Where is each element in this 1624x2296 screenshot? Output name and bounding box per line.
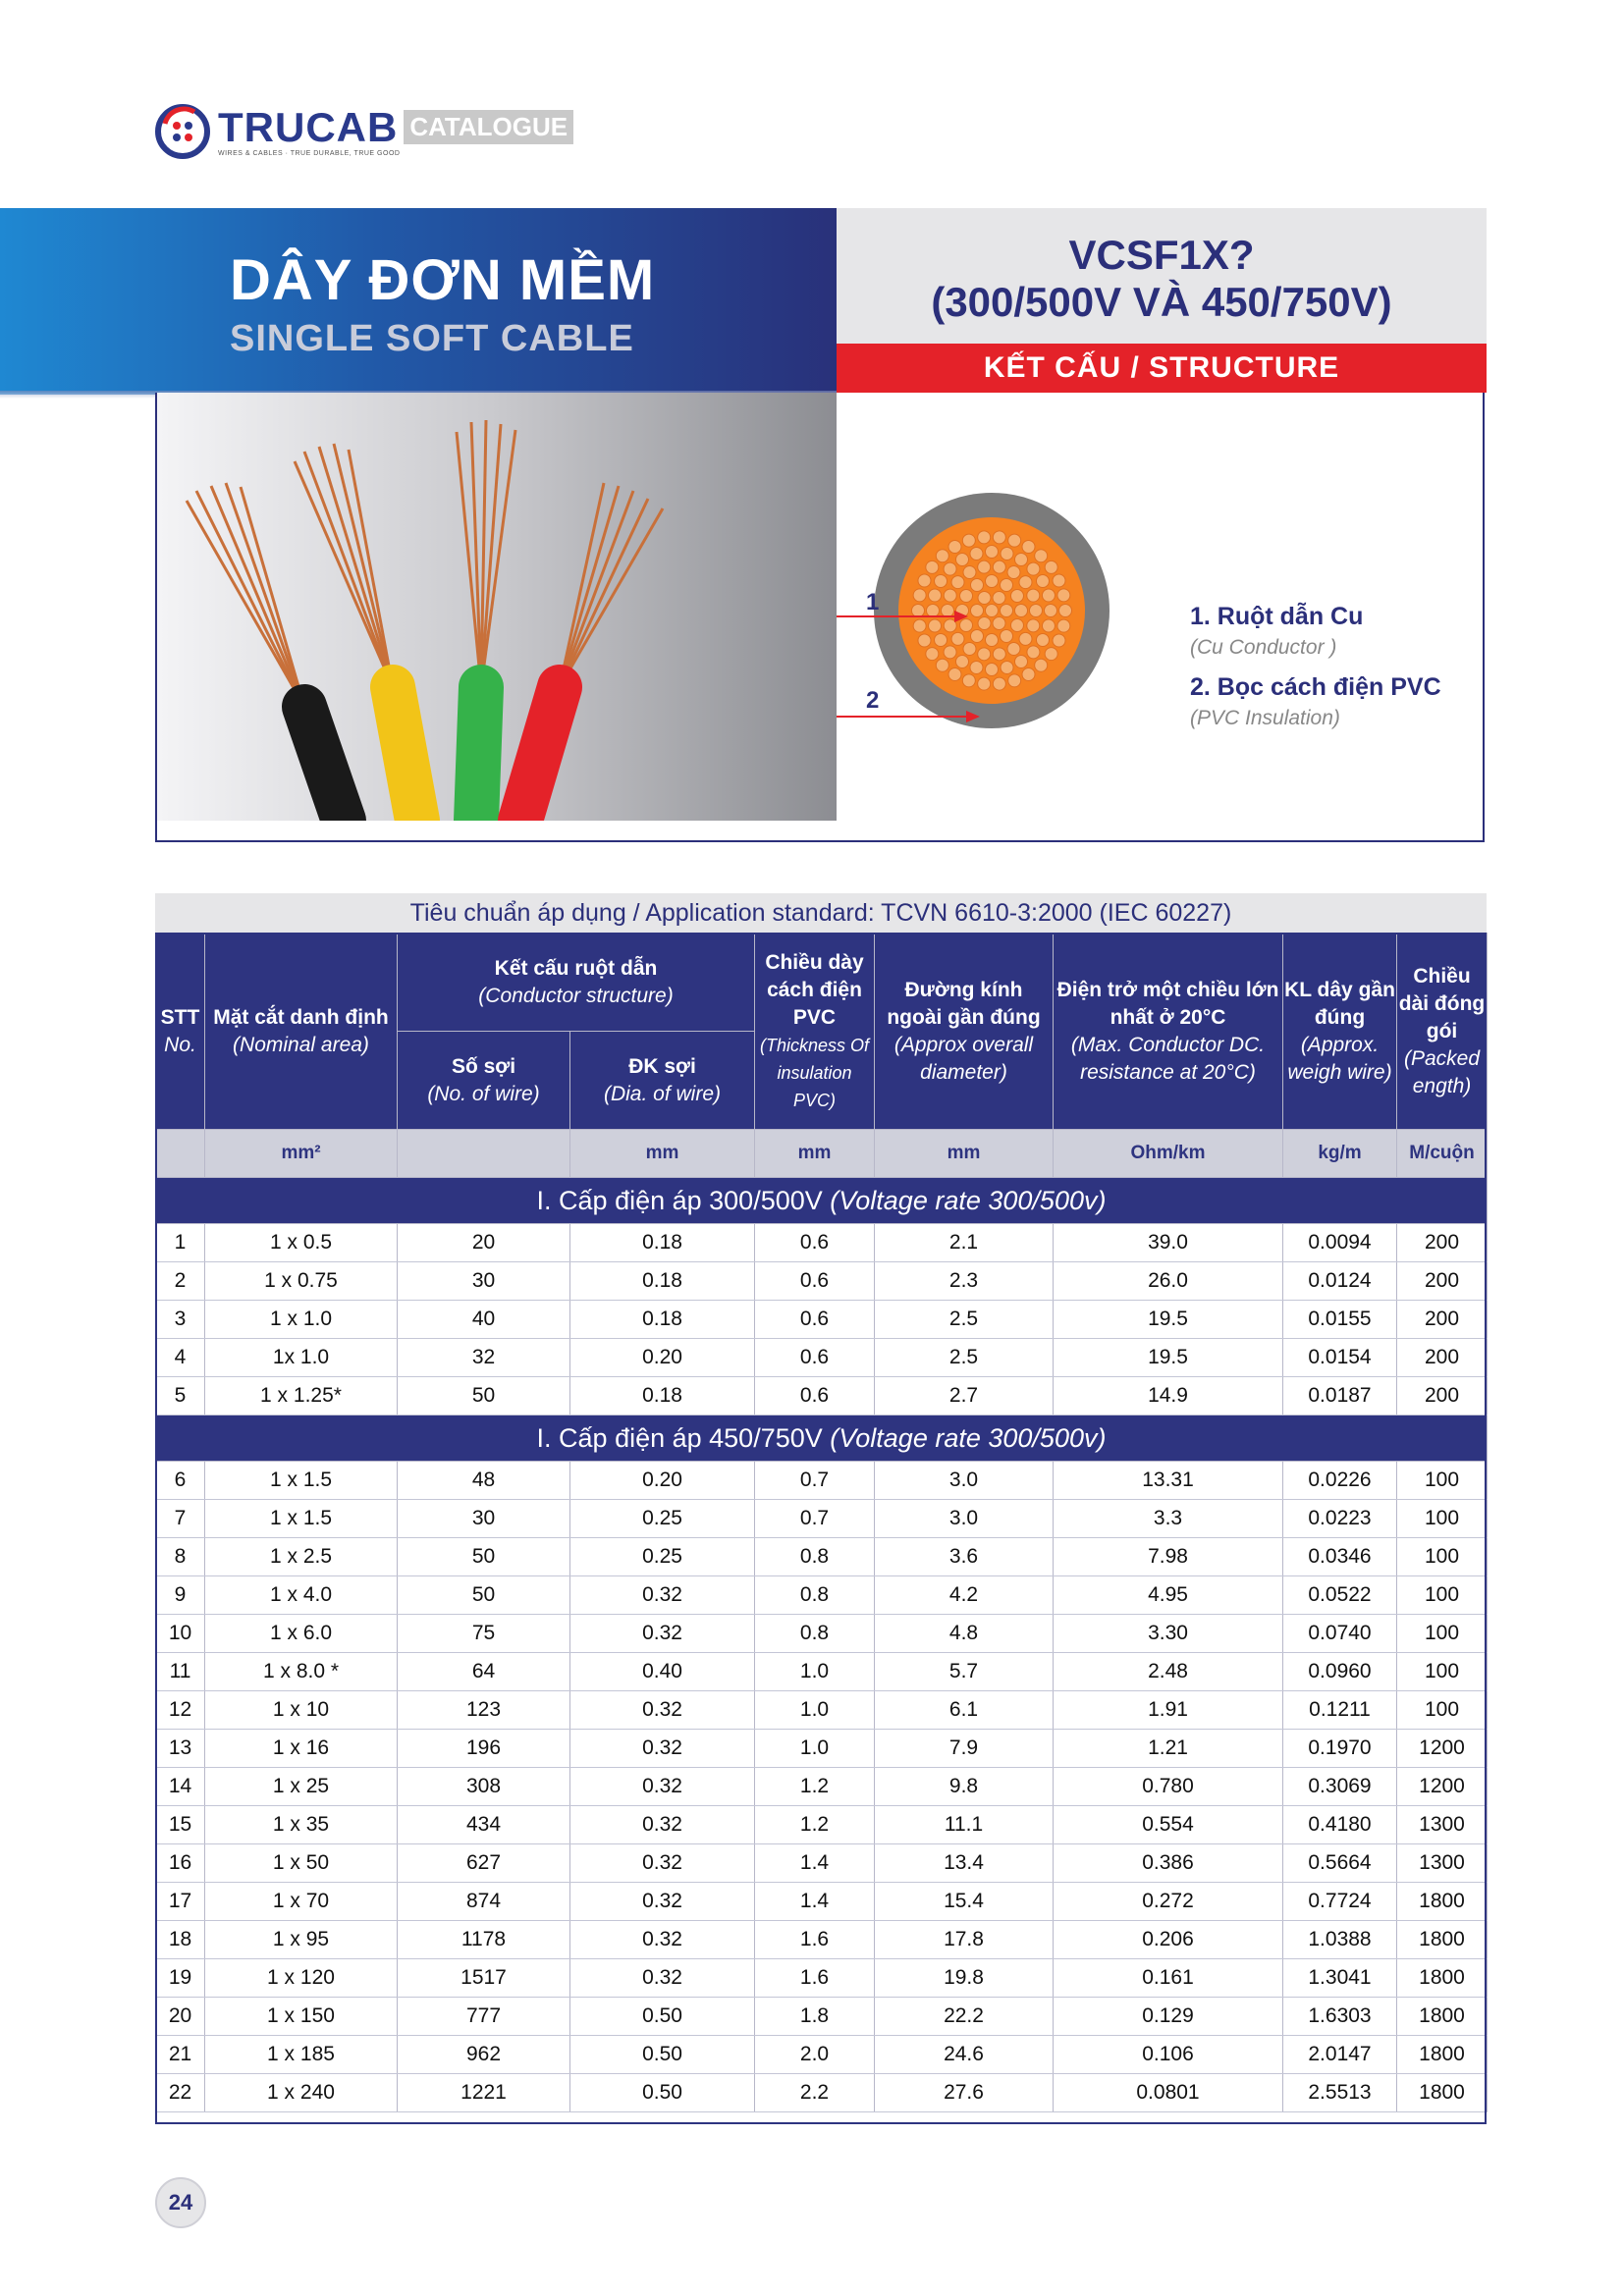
table-cell: 30 [398,1262,570,1301]
table-cell: 0.106 [1054,2036,1283,2074]
table-cell: 2.5513 [1283,2074,1397,2112]
table-cell: 0.1970 [1283,1730,1397,1768]
table-cell: 1 x 2.5 [205,1538,398,1576]
table-cell: 1.0 [755,1691,875,1730]
table-cell: 2.3 [875,1262,1054,1301]
table-cell: 1800 [1397,2036,1488,2074]
table-cell: 0.25 [570,1500,755,1538]
cable-photo [157,393,837,821]
table-cell: 1.6303 [1283,1998,1397,2036]
table-cell: 1 x 35 [205,1806,398,1844]
table-row [156,1576,1488,1615]
table-cell: 19.5 [1054,1339,1283,1377]
table-row [156,1806,1488,1844]
table-cell: 1.6 [755,1959,875,1998]
table-cell: 7.98 [1054,1538,1283,1576]
table-cell: 1 x 50 [205,1844,398,1883]
table-cell: 100 [1397,1691,1488,1730]
table-cell: 4.8 [875,1615,1054,1653]
table-cell: 0.18 [570,1301,755,1339]
table-cell: 40 [398,1301,570,1339]
table-cell: 0.0522 [1283,1576,1397,1615]
table-cell: 1 x 4.0 [205,1576,398,1615]
table-cell: 0.32 [570,1959,755,1998]
table-cell: 0.129 [1054,1998,1283,2036]
table-cell: 4 [156,1339,205,1377]
table-cell: 18 [156,1921,205,1959]
table-row [156,2074,1488,2112]
table-cell: 0.0740 [1283,1615,1397,1653]
col-stt: STT No. [156,934,205,1130]
table-cell: 1.6 [755,1921,875,1959]
legend-item-insulation-en: (PVC Insulation) [1190,707,1340,729]
table-cell: 2.48 [1054,1653,1283,1691]
table-cell: 20 [156,1998,205,2036]
table-cell: 1.2 [755,1768,875,1806]
table-cell: 6.1 [875,1691,1054,1730]
table-cell: 0.7 [755,1500,875,1538]
table-cell: 434 [398,1806,570,1844]
table-cell: 20 [398,1224,570,1262]
table-cell: 1.4 [755,1844,875,1883]
table-cell: 0.50 [570,1998,755,2036]
table-row [156,1339,1488,1377]
table-row [156,1224,1488,1262]
col-insulation-thickness: Chiều dày cách điện PVC (Thickness Of insulation PVC) [755,934,875,1130]
table-row [156,1538,1488,1576]
table-cell: 0.0960 [1283,1653,1397,1691]
table-cell: 16 [156,1844,205,1883]
table-cell: 8 [156,1538,205,1576]
callout-label-2: 2 [866,687,880,714]
table-cell: 200 [1397,1301,1488,1339]
table-row [156,1653,1488,1691]
table-row [156,1462,1488,1500]
table-cell: 100 [1397,1576,1488,1615]
table-cell: 1 x 1.25* [205,1377,398,1415]
table-cell: 11.1 [875,1806,1054,1844]
table-cell: 19.5 [1054,1301,1283,1339]
table-row [156,1921,1488,1959]
table-cell: 0.40 [570,1653,755,1691]
table-cell: 1 x 1.5 [205,1462,398,1500]
table-cell: 200 [1397,1262,1488,1301]
callout-label-1: 1 [866,589,880,615]
table-cell: 0.4180 [1283,1806,1397,1844]
table-cell: 1.4 [755,1883,875,1921]
table-cell: 3.0 [875,1500,1054,1538]
table-cell: 0.32 [570,1768,755,1806]
table-cell: 1800 [1397,1883,1488,1921]
table-cell: 3 [156,1301,205,1339]
table-cell: 1221 [398,2074,570,2112]
table-cell: 15.4 [875,1883,1054,1921]
table-cell: 2.5 [875,1339,1054,1377]
table-cell: 0.0346 [1283,1538,1397,1576]
table-cell: 50 [398,1377,570,1415]
table-cell: 1 x 0.5 [205,1224,398,1262]
table-cell: 5 [156,1377,205,1415]
table-row [156,1883,1488,1921]
table-cell: 0.32 [570,1615,755,1653]
table-cell: 0.6 [755,1339,875,1377]
col-no-of-wire: Số sợi (No. of wire) [398,1032,570,1130]
table-cell: 100 [1397,1653,1488,1691]
table-cell: 200 [1397,1377,1488,1415]
table-cell: 17 [156,1883,205,1921]
table-cell: 1.21 [1054,1730,1283,1768]
spec-table [155,933,1488,2112]
table-cell: 1.8 [755,1998,875,2036]
col-conductor-structure: Kết cấu ruột dẫn (Conductor structure) [398,934,755,1032]
table-cell: 0.32 [570,1806,755,1844]
table-cell: 1800 [1397,1921,1488,1959]
table-cell: 11 [156,1653,205,1691]
table-cell: 13.31 [1054,1462,1283,1500]
table-cell: 2 [156,1262,205,1301]
table-cell: 4.2 [875,1576,1054,1615]
table-cell: 1.91 [1054,1691,1283,1730]
table-row [156,1844,1488,1883]
table-cell: 0.0155 [1283,1301,1397,1339]
voltage-rating: (300/500V VÀ 450/750V) [931,279,1392,325]
table-cell: 1 x 95 [205,1921,398,1959]
table-cell: 17.8 [875,1921,1054,1959]
table-cell: 0.3069 [1283,1768,1397,1806]
table-cell: 1.2 [755,1806,875,1844]
table-cell: 27.6 [875,2074,1054,2112]
table-cell: 13 [156,1730,205,1768]
table-cell: 1 x 70 [205,1883,398,1921]
table-cell: 200 [1397,1339,1488,1377]
section-title: I. Cấp điện áp 450/750V [536,1422,823,1453]
table-cell: 6 [156,1462,205,1500]
table-cell: 1 x 185 [205,2036,398,2074]
table-cell: 3.0 [875,1462,1054,1500]
table-cell: 0.25 [570,1538,755,1576]
col-packed-length: Chiều dài đóng gói (Packed ength) [1397,934,1488,1130]
table-cell: 1800 [1397,2074,1488,2112]
brand-name: TRUCAB [218,103,399,150]
table-cell: 30 [398,1500,570,1538]
table-cell: 75 [398,1615,570,1653]
table-cell: 1 x 120 [205,1959,398,1998]
trucab-logo-icon [155,104,210,159]
table-cell: 0.32 [570,1730,755,1768]
table-cell: 627 [398,1844,570,1883]
table-cell: 0.780 [1054,1768,1283,1806]
table-cell: 9.8 [875,1768,1054,1806]
table-cell: 1 x 16 [205,1730,398,1768]
table-cell: 1 x 1.5 [205,1500,398,1538]
table-cell: 0.0187 [1283,1377,1397,1415]
table-cell: 1 x 1.0 [205,1301,398,1339]
table-cell: 0.0801 [1054,2074,1283,2112]
table-cell: 1.0 [755,1730,875,1768]
table-cell: 308 [398,1768,570,1806]
table-cell: 2.1 [875,1224,1054,1262]
table-row [156,1262,1488,1301]
table-cell: 0.7724 [1283,1883,1397,1921]
table-cell: 0.18 [570,1377,755,1415]
table-row [156,1768,1488,1806]
legend-item-insulation: 2. Bọc cách điện PVC [1190,673,1441,701]
col-overall-diameter: Đường kính ngoài gần đúng (Approx overall diameter) [875,934,1054,1130]
page-title-en: SINGLE SOFT CABLE [230,318,634,359]
table-cell: 0.554 [1054,1806,1283,1844]
structure-heading: KẾT CẤU / STRUCTURE [837,344,1487,393]
table-cell: 0.0226 [1283,1462,1397,1500]
table-row [156,1691,1488,1730]
page-title-vn: DÂY ĐƠN MỀM [230,248,656,312]
table-cell: 1 x 25 [205,1768,398,1806]
table-cell: 100 [1397,1500,1488,1538]
table-cell: 1 x 240 [205,2074,398,2112]
brand-logo [155,102,573,161]
section-300-500v [156,1178,1488,1224]
table-cell: 1300 [1397,1844,1488,1883]
table-cell: 0.32 [570,1921,755,1959]
application-standard: Tiêu chuẩn áp dụng / Application standard: TCVN 6610-3:2000 (IEC 60227) [155,893,1487,933]
page-number: 24 [155,2177,206,2228]
table-cell: 1.3041 [1283,1959,1397,1998]
table-cell: 22 [156,2074,205,2112]
table-cell: 0.20 [570,1462,755,1500]
table-row [156,1500,1488,1538]
table-cell: 50 [398,1538,570,1576]
table-cell: 0.272 [1054,1883,1283,1921]
table-cell: 100 [1397,1462,1488,1500]
table-cell: 5.7 [875,1653,1054,1691]
table-cell: 0.18 [570,1262,755,1301]
model-code: VCSF1X? [1068,232,1255,278]
table-cell: 14.9 [1054,1377,1283,1415]
table-cell: 1800 [1397,1998,1488,2036]
table-cell: 14 [156,1768,205,1806]
table-cell: 0.386 [1054,1844,1283,1883]
table-cell: 24.6 [875,2036,1054,2074]
structure-legend [1190,601,1475,742]
table-cell: 874 [398,1883,570,1921]
legend-item-conductor-en: (Cu Conductor ) [1190,636,1337,659]
table-cell: 1.0388 [1283,1921,1397,1959]
table-cell: 1800 [1397,1959,1488,1998]
table-cell: 1517 [398,1959,570,1998]
table-cell: 0.8 [755,1615,875,1653]
brand-tagline: WIRES & CABLES · TRUE DURABLE, TRUE GOOD [218,149,401,157]
table-cell: 196 [398,1730,570,1768]
table-cell: 1178 [398,1921,570,1959]
table-row [156,1730,1488,1768]
table-cell: 0.6 [755,1301,875,1339]
table-cell: 0.1211 [1283,1691,1397,1730]
table-cell: 2.0147 [1283,2036,1397,2074]
table-cell: 2.0 [755,2036,875,2074]
table-cell: 0.8 [755,1538,875,1576]
table-cell: 123 [398,1691,570,1730]
col-wire-diameter: ĐK sợi (Dia. of wire) [570,1032,755,1130]
table-cell: 1 x 6.0 [205,1615,398,1653]
table-row [156,2036,1488,2074]
table-cell: 7.9 [875,1730,1054,1768]
table-cell: 1.0 [755,1653,875,1691]
table-cell: 26.0 [1054,1262,1283,1301]
table-cell: 0.7 [755,1462,875,1500]
table-cell: 0.0094 [1283,1224,1397,1262]
table-cell: 0.5664 [1283,1844,1397,1883]
table-cell: 22.2 [875,1998,1054,2036]
table-row [156,1998,1488,2036]
section-subtitle: (Voltage rate 300/500v) [830,1185,1107,1215]
units-row: mm² mm mm mm Ohm/km kg/m M/cuộn [156,1130,1488,1178]
table-cell: 1 x 8.0 * [205,1653,398,1691]
table-cell: 0.32 [570,1576,755,1615]
table-cell: 0.8 [755,1576,875,1615]
table-cell: 0.0154 [1283,1339,1397,1377]
table-cell: 777 [398,1998,570,2036]
table-cell: 2.2 [755,2074,875,2112]
table-cell: 0.32 [570,1691,755,1730]
legend-item-conductor: 1. Ruột dẫn Cu [1190,603,1364,630]
table-cell: 32 [398,1339,570,1377]
table-cell: 1 x 0.75 [205,1262,398,1301]
table-cell: 10 [156,1615,205,1653]
table-cell: 12 [156,1691,205,1730]
table-cell: 1x 1.0 [205,1339,398,1377]
table-cell: 1 [156,1224,205,1262]
table-cell: 0.6 [755,1224,875,1262]
table-cell: 0.32 [570,1883,755,1921]
col-nominal-area: Mặt cắt danh định (Nominal area) [205,934,398,1130]
col-weight: KL dây gần đúng (Approx. weigh wire) [1283,934,1397,1130]
table-cell: 2.5 [875,1301,1054,1339]
table-row [156,1615,1488,1653]
table-row [156,1301,1488,1339]
section-subtitle: (Voltage rate 300/500v) [830,1422,1107,1453]
catalogue-badge: CATALOGUE [404,110,573,144]
table-cell: 100 [1397,1615,1488,1653]
table-cell: 0.50 [570,2074,755,2112]
table-cell: 3.6 [875,1538,1054,1576]
table-cell: 64 [398,1653,570,1691]
table-cell: 0.20 [570,1339,755,1377]
table-cell: 9 [156,1576,205,1615]
table-cell: 0.6 [755,1262,875,1301]
table-cell: 4.95 [1054,1576,1283,1615]
table-cell: 200 [1397,1224,1488,1262]
table-cell: 0.6 [755,1377,875,1415]
table-cell: 19 [156,1959,205,1998]
table-cell: 0.50 [570,2036,755,2074]
table-row [156,1959,1488,1998]
table-cell: 0.0223 [1283,1500,1397,1538]
table-cell: 1300 [1397,1806,1488,1844]
col-dc-resistance: Điện trở một chiều lớn nhất ở 20°C (Max. Conductor DC. resistance at 20°C) [1054,934,1283,1130]
table-cell: 39.0 [1054,1224,1283,1262]
table-cell: 15 [156,1806,205,1844]
table-cell: 1 x 10 [205,1691,398,1730]
table-cell: 1 x 150 [205,1998,398,2036]
table-cell: 48 [398,1462,570,1500]
table-row [156,1377,1488,1415]
table-cell: 0.206 [1054,1921,1283,1959]
table-cell: 2.7 [875,1377,1054,1415]
table-cell: 0.0124 [1283,1262,1397,1301]
table-cell: 100 [1397,1538,1488,1576]
section-title: I. Cấp điện áp 300/500V [536,1185,823,1215]
table-cell: 1200 [1397,1730,1488,1768]
table-cell: 19.8 [875,1959,1054,1998]
table-cell: 3.3 [1054,1500,1283,1538]
table-cell: 50 [398,1576,570,1615]
table-cell: 13.4 [875,1844,1054,1883]
table-cell: 0.32 [570,1844,755,1883]
table-cell: 0.161 [1054,1959,1283,1998]
table-cell: 1200 [1397,1768,1488,1806]
table-cell: 962 [398,2036,570,2074]
section-450-750v [156,1415,1488,1462]
table-cell: 21 [156,2036,205,2074]
table-cell: 3.30 [1054,1615,1283,1653]
table-cell: 0.18 [570,1224,755,1262]
table-cell: 7 [156,1500,205,1538]
